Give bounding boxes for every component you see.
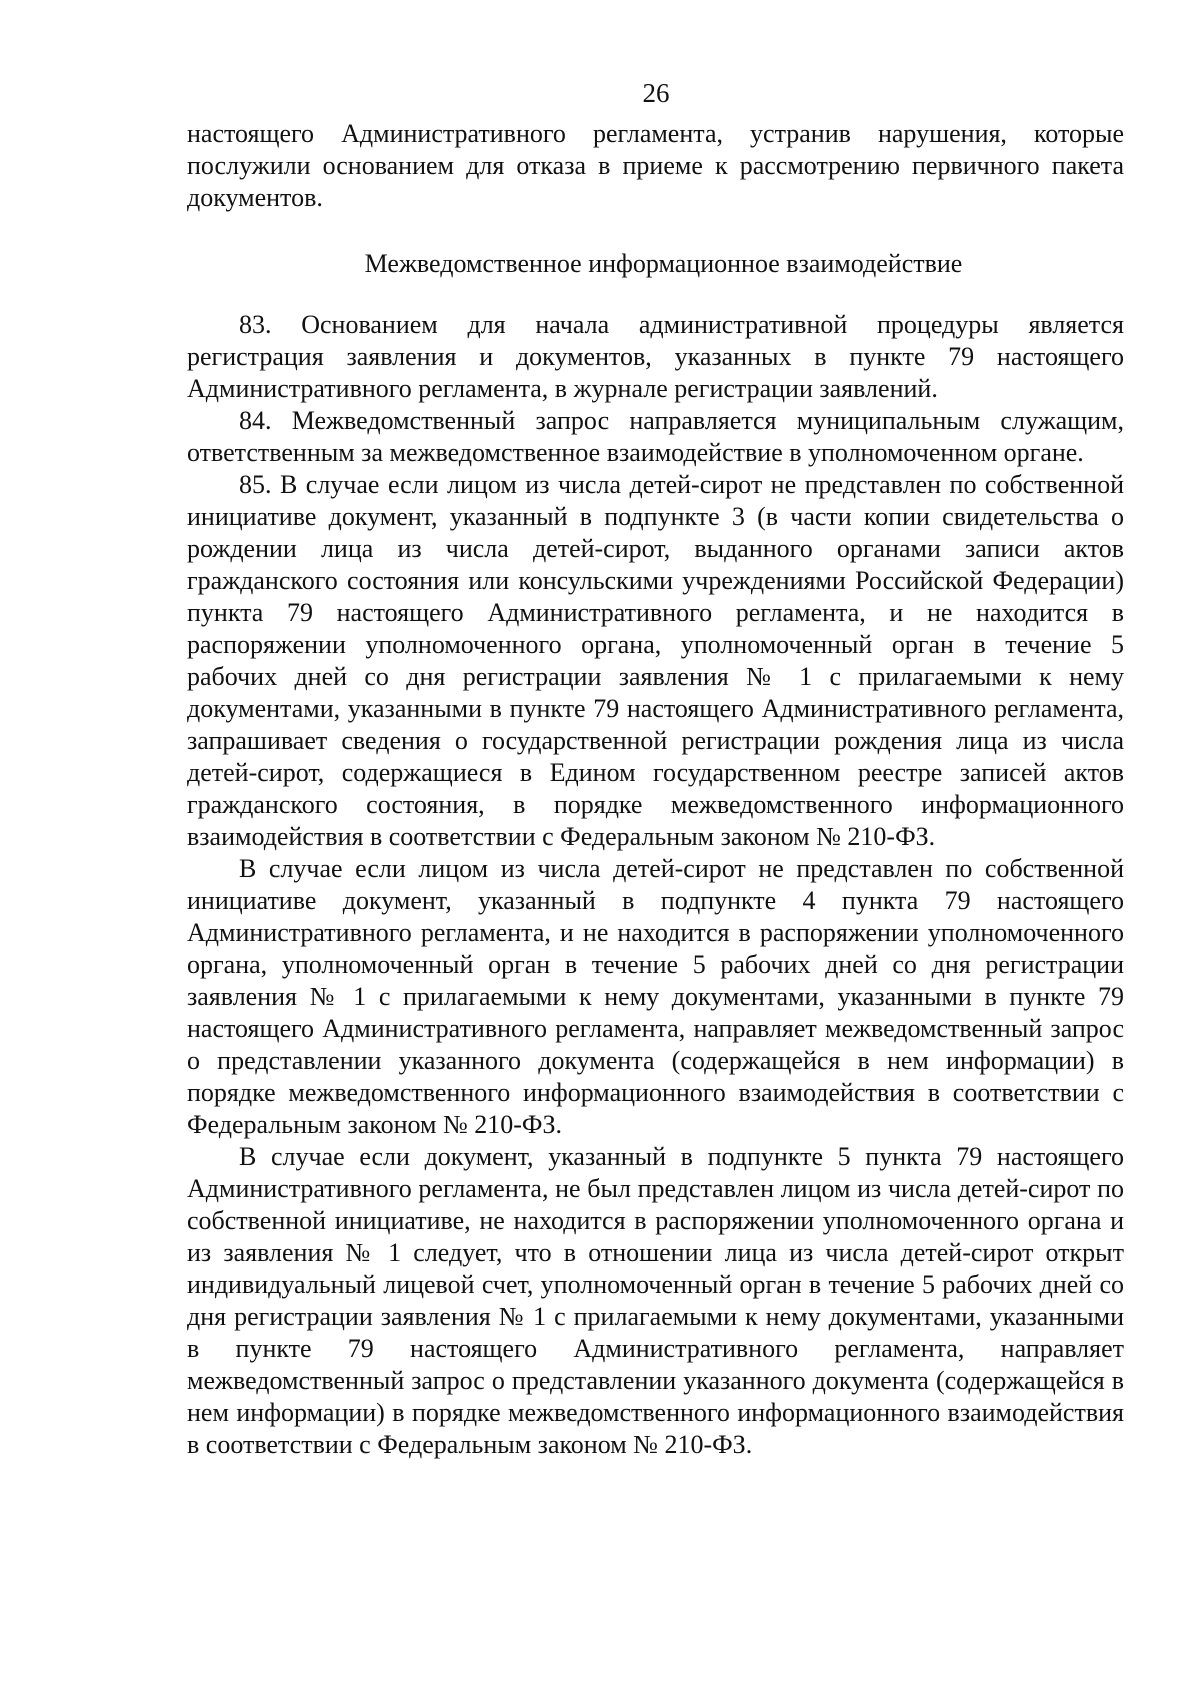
paragraph-85-part-2: В случае если лицом из числа детей-сирот не представлен по собственной инициативе документ, указанный в подпункте 4 пункта 79 настоящего Административного регламента, и не находится в распоряжении уполномоченного органа, уполномоченный орган в течение 5 рабочих дней со дня регистрации заявления № 1 с прилагаемыми к нему документами, указанными в пункте 79 настоящего Административного регламента, направляет межведомственный запрос о представлении указанного документа (содержащейся в нем информации) в порядке межведомственного информационного взаимодействия в соответствии с Федеральным законом № 210-ФЗ. <box>187 854 1124 1139</box>
continuation-paragraph: настоящего Административного регламента, устранив нарушения, которые послужили основанием для отказа в приеме к рассмотрению первичного пакета документов. <box>187 119 1124 212</box>
paragraph-84: 84. Межведомственный запрос направляется муниципальным служащим, ответственным за межведомственное взаимодействие в уполномоченном органе. <box>187 406 1124 467</box>
paragraph-83: 83. Основанием для начала административной процедуры является регистрация заявления и документов, указанных в пункте 79 настоящего Административного регламента, в журнале регистрации заявлений. <box>187 310 1124 403</box>
paragraph-85-part-3: В случае если документ, указанный в подпункте 5 пункта 79 настоящего Административного регламента, не был представлен лицом из числа детей-сирот по собственной инициативе, не находится в распоряжении уполномоченного органа и из заявления № 1 следует, что в отношении лица из числа детей-сирот открыт индивидуальный лицевой счет, уполномоченный орган в течение 5 рабочих дней со дня регистрации заявления № 1 с прилагаемыми к нему документами, указанными в пункте 79 настоящего Административного регламента, направляет межведомственный запрос о представлении указанного документа (содержащейся в нем информации) в порядке межведомственного информационного взаимодействия в соответствии с Федеральным законом № 210-ФЗ. <box>187 1142 1124 1459</box>
document-body <box>187 118 1124 1461</box>
page-number: 26 <box>642 78 670 108</box>
paragraph-85: 85. В случае если лицом из числа детей-сирот не представлен по собственной инициативе документ, указанный в подпункте 3 (в части копии свидетельства о рождении лица из числа детей-сирот, выданного органами записи актов гражданского состояния или консульскими учреждениями Российской Федерации) пункта 79 настоящего Административного регламента, и не находится в распоряжении уполномоченного органа, уполномоченный орган в течение 5 рабочих дней со дня регистрации заявления № 1 с прилагаемыми к нему документами, указанными в пункте 79 настоящего Административного регламента, запрашивает сведения о государственной регистрации рождения лица из числа детей-сирот, содержащиеся в Едином государственном реестре записей актов гражданского состояния, в порядке межведомственного информационного взаимодействия в соответствии с Федеральным законом № 210-ФЗ. <box>187 470 1124 851</box>
section-heading: Межведомственное информационное взаимодействие <box>364 249 963 278</box>
